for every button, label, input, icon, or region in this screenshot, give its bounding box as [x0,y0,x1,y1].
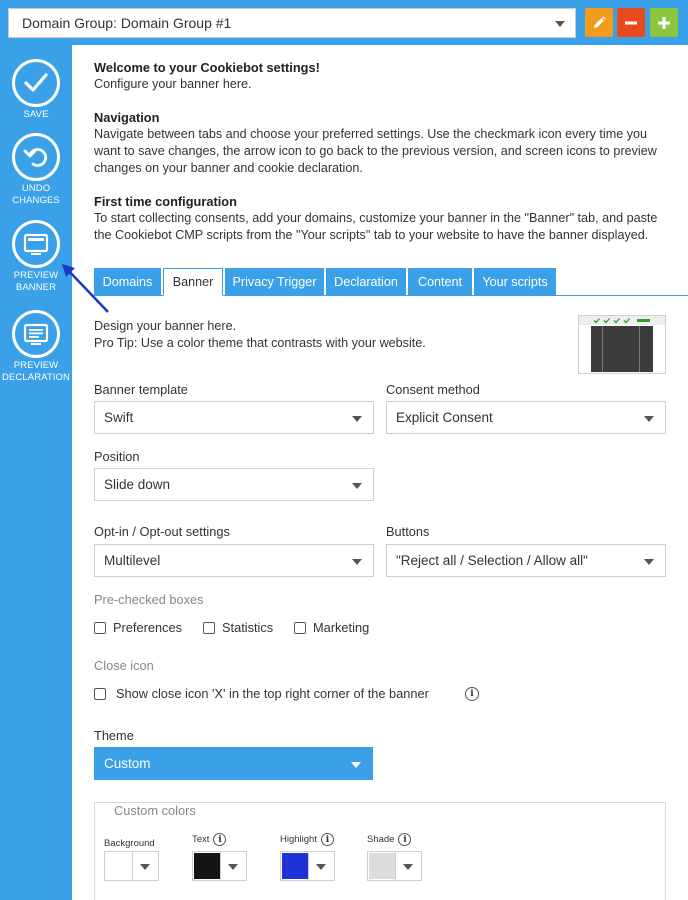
first-time-title: First time configuration [94,194,237,209]
shade-swatch [369,853,395,879]
highlight-color-label: Highlight i [280,833,334,846]
domain-group-select[interactable] [8,8,576,38]
save-button[interactable] [0,59,72,121]
theme-label: Theme [94,728,134,743]
tab-privacy-trigger[interactable]: Privacy Trigger [225,268,324,295]
chevron-down-icon [555,21,565,27]
checkmark-icon [12,59,60,107]
domain-group-value: Domain Group: Domain Group #1 [22,15,232,31]
theme-value: Custom [104,756,151,771]
sidebar [0,45,72,900]
buttons-value: "Reject all / Selection / Allow all" [396,553,588,568]
undo-changes-button[interactable] [0,133,72,207]
preview-declaration-label: PREVIEW DECLARATION [2,360,70,383]
tab-bar [94,268,688,296]
background-color-picker[interactable] [104,851,159,881]
checkbox-box [94,688,106,700]
position-label: Position [94,449,140,464]
chevron-down-icon [228,864,238,870]
welcome-title: Welcome to your Cookiebot settings! [94,60,320,75]
custom-colors-legend: Custom colors [108,803,202,818]
info-icon[interactable]: i [321,833,334,846]
chevron-down-icon [644,416,654,422]
text-color-picker[interactable] [192,851,247,881]
monitor-icon [12,310,60,358]
preferences-checkbox[interactable] [94,620,182,635]
consent-method-select[interactable] [386,401,666,434]
navigation-text: Navigate between tabs and choose your preferred settings. Use the checkmark icon every time you want to save changes, the arrow icon to go back to the previous version, and screen icons to preview changes on your banner and cookie declaration. [94,127,657,175]
info-icon[interactable]: i [465,687,479,701]
background-color-label: Background [104,838,155,849]
undo-changes-label: UNDO CHANGES [12,183,60,206]
tab-banner[interactable]: Banner [163,268,223,296]
add-button[interactable] [650,8,678,37]
buttons-label: Buttons [386,524,430,539]
minus-icon [624,16,638,30]
design-text: Design your banner here. [94,319,237,333]
theme-select[interactable] [94,747,373,780]
intro-section [94,59,674,260]
checkbox-box [294,622,306,634]
chevron-down-icon [352,559,362,565]
chevron-down-icon [351,762,361,768]
text-swatch [194,853,220,879]
chevron-down-icon [316,864,326,870]
buttons-select[interactable] [386,544,666,577]
highlight-swatch [282,853,308,879]
delete-button[interactable] [617,8,645,37]
show-close-icon-label: Show close icon 'X' in the top right corner of the banner [116,686,429,701]
top-bar [0,0,688,45]
shade-color-label: Shade i [367,833,411,846]
chevron-down-icon [352,483,362,489]
chevron-down-icon [352,416,362,422]
main-content [72,45,688,900]
plus-icon [657,16,671,30]
marketing-label: Marketing [313,620,370,635]
tab-your-scripts[interactable]: Your scripts [474,268,556,295]
position-select[interactable] [94,468,374,501]
text-color-label: Text i [192,833,226,846]
save-label: SAVE [23,109,49,120]
info-icon[interactable]: i [398,833,411,846]
pro-tip-text: Pro Tip: Use a color theme that contrasts with your website. [94,336,426,350]
preferences-label: Preferences [113,620,182,635]
position-value: Slide down [104,477,171,492]
preview-declaration-button[interactable] [0,310,72,384]
consent-method-value: Explicit Consent [396,410,493,425]
statistics-label: Statistics [222,620,274,635]
welcome-text: Configure your banner here. [94,77,252,91]
tab-domains[interactable]: Domains [94,268,161,295]
banner-template-thumbnail [578,315,666,374]
banner-template-label: Banner template [94,382,188,397]
highlight-color-picker[interactable] [280,851,335,881]
pre-checked-label: Pre-checked boxes [94,592,204,607]
shade-color-picker[interactable] [367,851,422,881]
tab-declaration[interactable]: Declaration [326,268,406,295]
show-close-icon-checkbox[interactable] [94,686,429,701]
info-icon[interactable]: i [213,833,226,846]
undo-arrow-icon [12,133,60,181]
banner-template-value: Swift [104,410,134,425]
banner-template-select[interactable] [94,401,374,434]
tab-content[interactable]: Content [408,268,472,295]
chevron-down-icon [644,559,654,565]
consent-method-label: Consent method [386,382,480,397]
opt-settings-select[interactable] [94,544,374,577]
chevron-down-icon [403,864,413,870]
opt-settings-label: Opt-in / Opt-out settings [94,524,230,539]
statistics-checkbox[interactable] [203,620,273,635]
marketing-checkbox[interactable] [294,620,369,635]
first-time-text: To start collecting consents, add your domains, customize your banner in the "Banner" tab, and paste the Cookiebot CMP scripts from the "Your scripts" tab to your website to have the banner displayed. [94,211,658,242]
checkbox-box [203,622,215,634]
annotation-arrow [60,262,112,316]
checkbox-box [94,622,106,634]
banner-description [94,318,426,352]
edit-button[interactable] [585,8,613,37]
navigation-title: Navigation [94,110,160,125]
preview-banner-label: PREVIEW BANNER [13,270,59,293]
monitor-icon [12,220,60,268]
opt-settings-value: Multilevel [104,553,161,568]
pencil-icon [592,16,606,30]
background-swatch [106,853,132,879]
chevron-down-icon [140,864,150,870]
close-icon-label: Close icon [94,658,154,673]
